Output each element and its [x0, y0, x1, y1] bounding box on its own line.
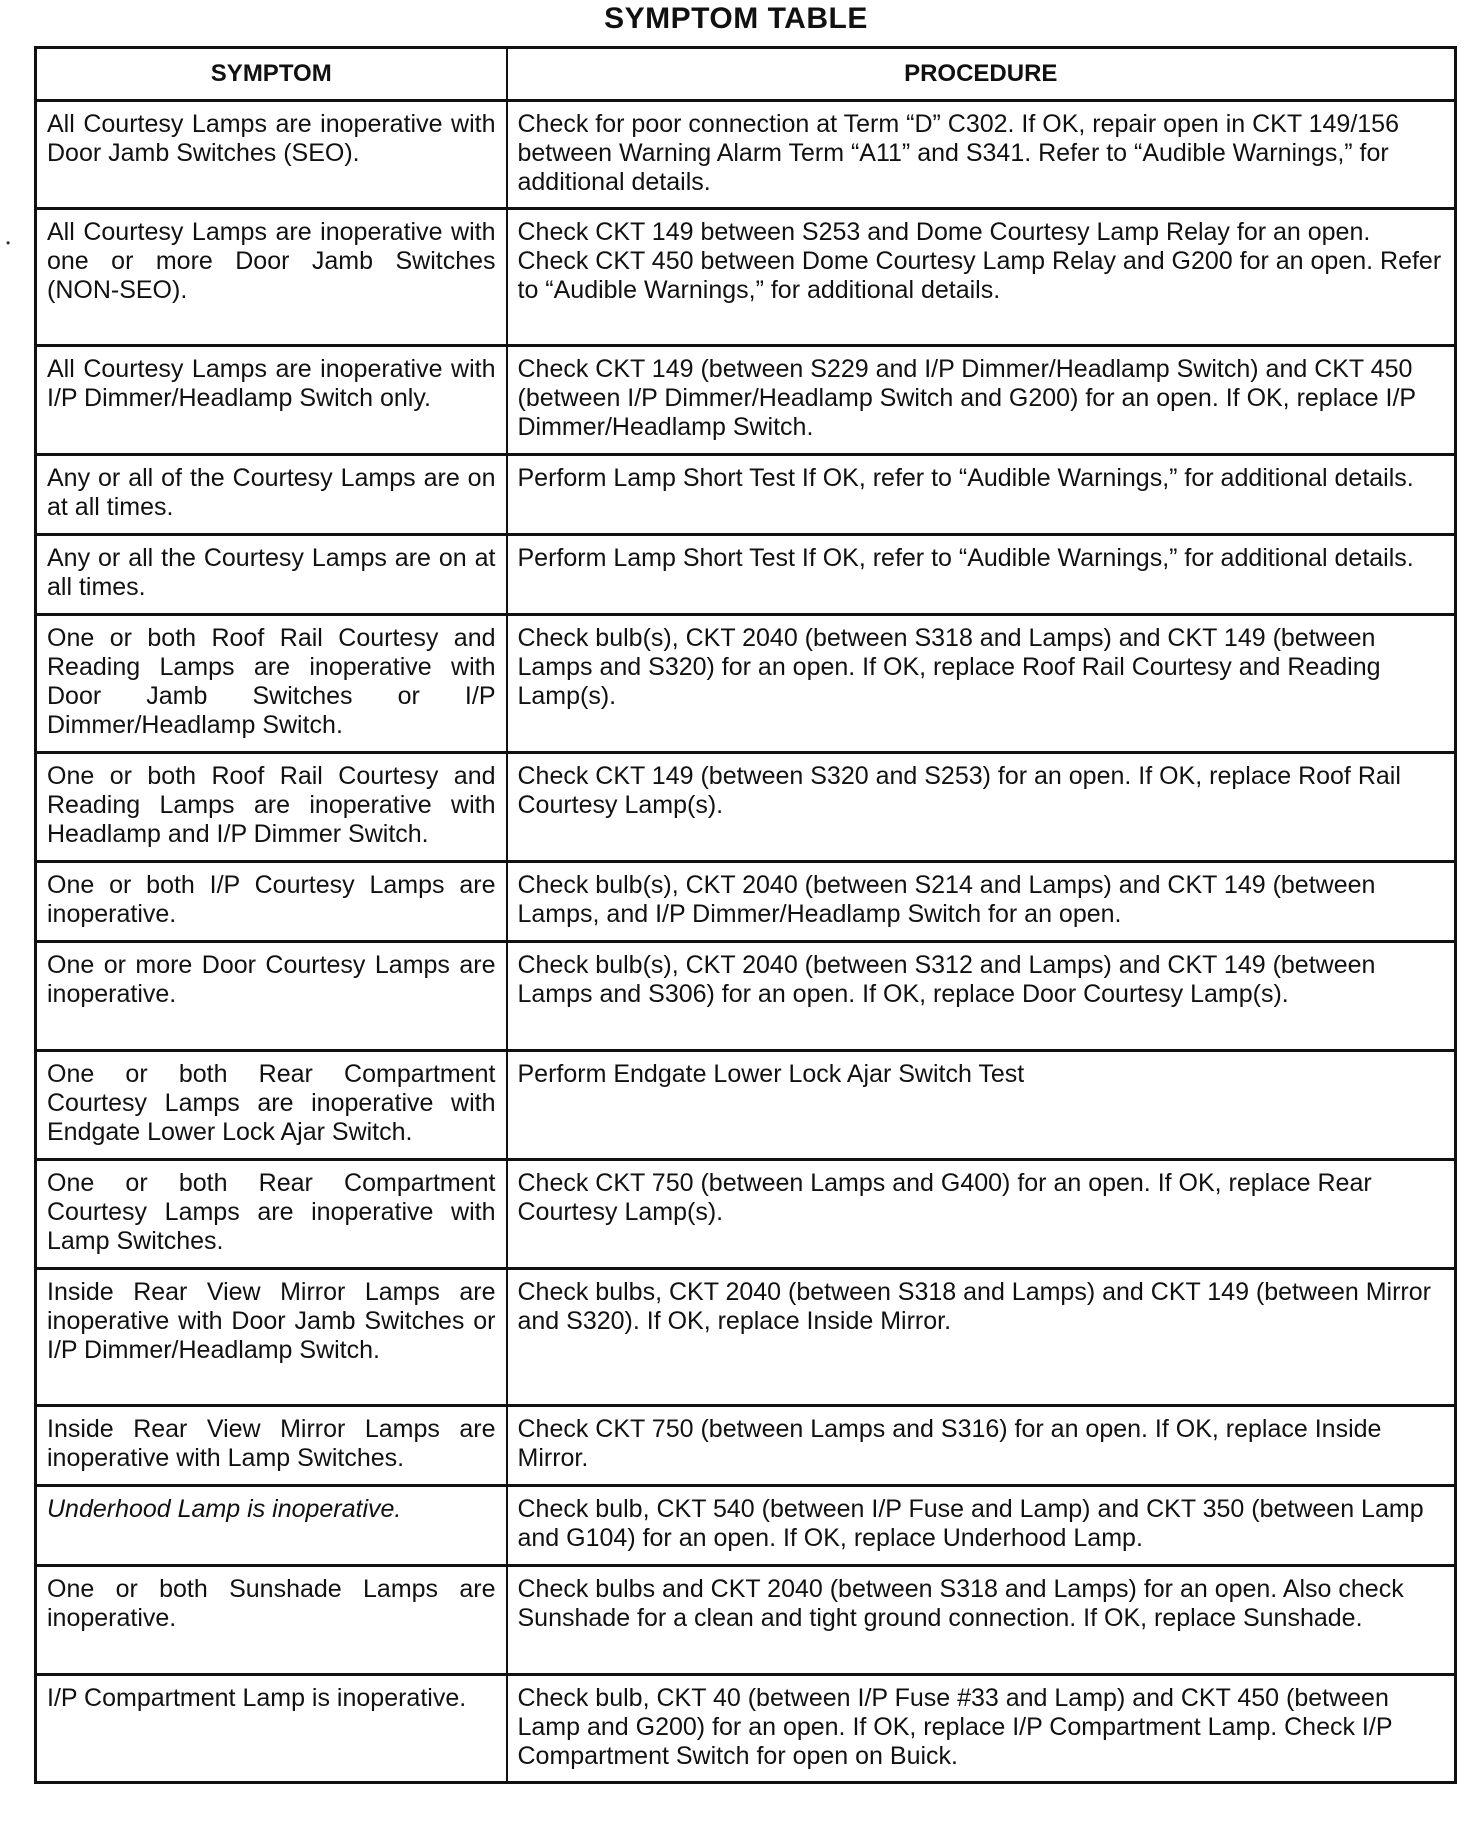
- table-row: [36, 209, 1456, 346]
- table-row: [36, 1160, 1456, 1269]
- symptom-cell: Any or all of the Courtesy Lamps are on at all times.: [36, 455, 507, 535]
- procedure-cell: Check bulbs and CKT 2040 (between S318 and Lamps) for an open. Also check Sunshade for a clean and tight ground connection. If OK, replace Sunshade.: [507, 1566, 1456, 1675]
- table-row: [36, 1486, 1456, 1566]
- table-row: [36, 1406, 1456, 1486]
- procedure-cell: Check bulb(s), CKT 2040 (between S312 and Lamps) and CKT 149 (between Lamps and S306) for an open. If OK, replace Door Courtesy Lamp(s).: [507, 942, 1456, 1051]
- procedure-cell: Check for poor connection at Term “D” C302. If OK, repair open in CKT 149/156 between Warning Alarm Term “A11” and S341. Refer to “Audible Warnings,” for additional details.: [507, 101, 1456, 209]
- stray-mark: •: [6, 236, 11, 250]
- procedure-cell: Check bulb, CKT 40 (between I/P Fuse #33 and Lamp) and CKT 450 (between Lamp and G200) for an open. If OK, replace I/P Compartment Lamp. Check I/P Compartment Switch for open on Buick.: [507, 1675, 1456, 1783]
- table-row: [36, 1269, 1456, 1406]
- page-title: SYMPTOM TABLE: [604, 2, 868, 35]
- table-row: [36, 1051, 1456, 1160]
- table-row: [36, 1566, 1456, 1675]
- table-row: [36, 615, 1456, 753]
- table-row: [36, 753, 1456, 862]
- table-row: [36, 942, 1456, 1051]
- procedure-cell: Check bulb, CKT 540 (between I/P Fuse and Lamp) and CKT 350 (between Lamp and G104) for an open. If OK, replace Underhood Lamp.: [507, 1486, 1456, 1566]
- table-row: [36, 535, 1456, 615]
- table-row: [36, 862, 1456, 942]
- procedure-cell: Check bulb(s), CKT 2040 (between S214 and Lamps) and CKT 149 (between Lamps, and I/P Dimmer/Headlamp Switch for an open.: [507, 862, 1456, 942]
- procedure-cell: Check CKT 149 between S253 and Dome Courtesy Lamp Relay for an open. Check CKT 450 between Dome Courtesy Lamp Relay and G200 for an open. Refer to “Audible Warnings,” for additional details.: [507, 209, 1456, 346]
- procedure-cell: Check CKT 149 (between S320 and S253) for an open. If OK, replace Roof Rail Courtesy Lamp(s).: [507, 753, 1456, 862]
- procedure-cell: Check bulbs, CKT 2040 (between S318 and Lamps) and CKT 149 (between Mirror and S320). If OK, replace Inside Mirror.: [507, 1269, 1456, 1406]
- procedure-cell: Perform Lamp Short Test If OK, refer to “Audible Warnings,” for additional details.: [507, 535, 1456, 615]
- symptom-cell: One or both Roof Rail Courtesy and Reading Lamps are inoperative with Door Jamb Switches or I/P Dimmer/Headlamp Switch.: [36, 615, 507, 753]
- table-row: [36, 1675, 1456, 1783]
- symptom-cell: One or both Rear Compartment Courtesy Lamps are inoperative with Endgate Lower Lock Ajar Switch.: [36, 1051, 507, 1160]
- symptom-cell: Any or all the Courtesy Lamps are on at all times.: [36, 535, 507, 615]
- procedure-cell: Check CKT 750 (between Lamps and S316) for an open. If OK, replace Inside Mirror.: [507, 1406, 1456, 1486]
- symptom-cell: One or more Door Courtesy Lamps are inoperative.: [36, 942, 507, 1051]
- symptom-table: [34, 46, 1457, 1784]
- symptom-cell: All Courtesy Lamps are inoperative with Door Jamb Switches (SEO).: [36, 101, 507, 209]
- symptom-cell: Inside Rear View Mirror Lamps are inoperative with Lamp Switches.: [36, 1406, 507, 1486]
- header-row: [36, 48, 1456, 101]
- symptom-cell: All Courtesy Lamps are inoperative with I/P Dimmer/Headlamp Switch only.: [36, 346, 507, 455]
- symptom-cell: One or both Sunshade Lamps are inoperative.: [36, 1566, 507, 1675]
- table-row: [36, 346, 1456, 455]
- symptom-cell: All Courtesy Lamps are inoperative with one or more Door Jamb Switches (NON-SEO).: [36, 209, 507, 346]
- symptom-column-header: SYMPTOM: [36, 48, 507, 101]
- table-row: [36, 101, 1456, 209]
- procedure-cell: Check CKT 149 (between S229 and I/P Dimmer/Headlamp Switch) and CKT 450 (between I/P Dimmer/Headlamp Switch and G200) for an open. If OK, replace I/P Dimmer/Headlamp Switch.: [507, 346, 1456, 455]
- procedure-cell: Check CKT 750 (between Lamps and G400) for an open. If OK, replace Rear Courtesy Lamp(s).: [507, 1160, 1456, 1269]
- symptom-cell: One or both I/P Courtesy Lamps are inoperative.: [36, 862, 507, 942]
- symptom-cell: One or both Rear Compartment Courtesy Lamps are inoperative with Lamp Switches.: [36, 1160, 507, 1269]
- procedure-cell: Check bulb(s), CKT 2040 (between S318 and Lamps) and CKT 149 (between Lamps and S320) for an open. If OK, replace Roof Rail Courtesy and Reading Lamp(s).: [507, 615, 1456, 753]
- symptom-cell: I/P Compartment Lamp is inoperative.: [36, 1675, 507, 1783]
- procedure-column-header: PROCEDURE: [507, 48, 1456, 101]
- procedure-cell: Perform Endgate Lower Lock Ajar Switch Test: [507, 1051, 1456, 1160]
- symptom-cell: One or both Roof Rail Courtesy and Reading Lamps are inoperative with Headlamp and I/P Dimmer Switch.: [36, 753, 507, 862]
- symptom-cell: Underhood Lamp is inoperative.: [36, 1486, 507, 1566]
- procedure-cell: Perform Lamp Short Test If OK, refer to “Audible Warnings,” for additional details.: [507, 455, 1456, 535]
- table-row: [36, 455, 1456, 535]
- symptom-cell: Inside Rear View Mirror Lamps are inoperative with Door Jamb Switches or I/P Dimmer/Headlamp Switch.: [36, 1269, 507, 1406]
